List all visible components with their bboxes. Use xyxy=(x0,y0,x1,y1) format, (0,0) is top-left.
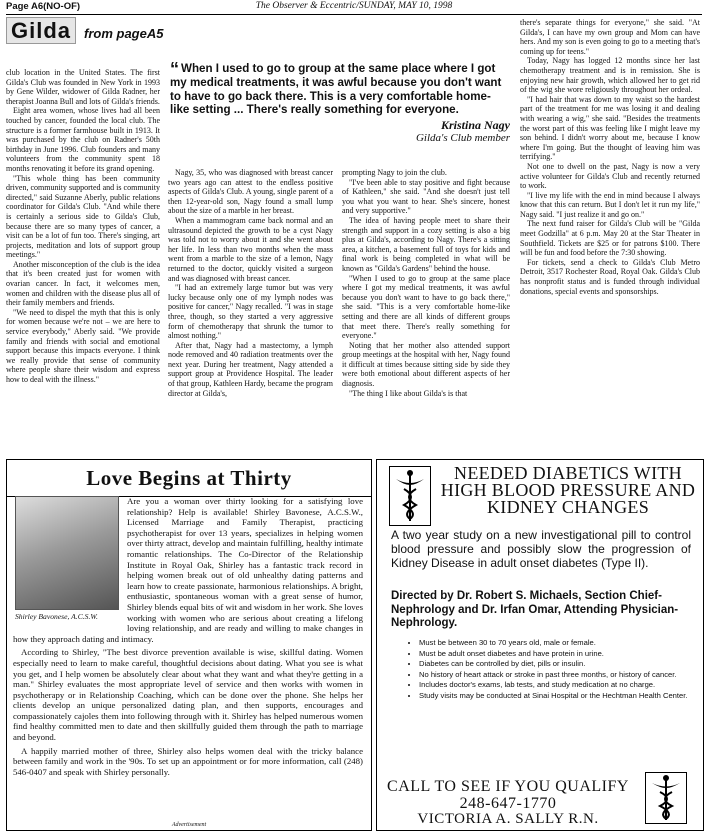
ad-headline: NEEDED DIABETICS WITH HIGH BLOOD PRESSURE AND KIDNEY CHANGES xyxy=(440,463,696,517)
ad-footer: Advertisement xyxy=(171,822,207,828)
paragraph: "I had hair that was down to my waist so the hardest part of the treatment for me was losing it and dealing with wearing a wig," she said. "Besides the treatments the worst part of this was feeling like I might leave my son behind. I didn't worry about me, because I know where I'm going. But the thought of leaving him was terrifying." xyxy=(520,94,700,162)
ad-paragraph: According to Shirley, "The best divorce prevention available is wise, skillful dating. Women especially need to learn to make careful, thoughtful decisions about dating. What you see is what you get, and I help women be absolutely clear about what they want and what they're getting in a man." Shirley evaluates the most appropriate level of service and then works with women in psychotherapy or in Relationship Coaching, which can be done over the phone. She helps her clients develop an unique personalized dating plan, and then supports, encourages and compassionately cajoles them into following through with it. Shirley has helped numerous women find healthy committed men to date and then skillfully guided them through the path to marriage and beyond. xyxy=(13,647,363,743)
kicker-label: Gilda xyxy=(6,17,76,44)
ad-body xyxy=(13,496,363,777)
paragraph: After that, Nagy had a mastectomy, a lymph node removed and 40 radiation treatments over the next year. During her treatment, Nagy attended a support group at Providence Hospital. The leader of that group, Kathleen Hardy, became the program director at Gilda's, xyxy=(168,340,333,398)
pull-quote-text: When I used to go to group at the same place where I got my medical treatments, it was awful because you don't want to have to go back there. This is a very comfortable home-like setting ... There's really something for everyone. xyxy=(170,62,502,117)
list-item: • Includes doctor's exams, lab tests, and study medication at no charge. xyxy=(419,680,689,690)
list-item: • Diabetes can be controlled by diet, pills or insulin. xyxy=(419,659,689,669)
ad-phone: 248-647-1770 xyxy=(459,795,557,812)
paragraph: "I had an extremely large tumor but was very lucky because only one of my lymph nodes was positive for cancer," Nagy recalled. "I was in stage three, though, so they started a very aggressive form of chemotherapy that shrunk the tumor to almost nothing." xyxy=(168,283,333,341)
masthead: The Observer & Eccentric/SUNDAY, MAY 10, 1998 xyxy=(255,1,453,11)
paragraph: "The thing I like about Gilda's is that xyxy=(349,388,468,398)
ad-diabetics xyxy=(376,459,704,831)
paragraph: "This whole thing has been community driven, community supported and is community directed," said Suzanne Aberly, public relations coordinator for Gilda's Club. "And while there is certainly a serious side to Gilda's Club, because there are so many types of cancer, a visit can be a lot of fun too. There's singing, art projects, meditation and lots of support group meetings." xyxy=(6,173,160,260)
paragraph: Eight area women, whose lives had all been touched by cancer, founded the local club. The structure is a former farmhouse built in 1913. It was purchased by the club on Radner's 50th birthday in June 1996. Club founders and many volunteers from the community spent 18 months renovating it before its grand opening. xyxy=(6,106,160,173)
pull-quote xyxy=(170,59,510,144)
quote-mark-icon: “ xyxy=(170,59,179,79)
paragraph: Not one to dwell on the past, Nagy is now a very active volunteer for Gilda's Club and recently returned to work. xyxy=(520,161,700,191)
eligibility-list xyxy=(407,638,689,701)
list-item: • Study visits may be conducted at Sinai Hospital or the Hechtman Health Center. xyxy=(419,691,689,701)
paragraph: For tickets, send a check to Gilda's Club Metro Detroit, 3517 Rochester Road, Royal Oak. Gilda's Club has nonprofit status and is funded through individual donations, special events and sponsorships. xyxy=(520,257,700,296)
paragraph: The next fund raiser for Gilda's Club will be "Gilda meet Godzilla" at 6 p.m. May 20 at the Star Theater in Southfield. Tickets are $25 or for patrons $100. There will be fun and food before the 7:30 showing. xyxy=(520,219,700,258)
paragraph: prompting Nagy to join the club. xyxy=(342,168,447,177)
paragraph: "I've been able to stay positive and fight because of Kathleen," she said. "And she doesn't just tell you what you want to hear. She's sincere, honest and very supportive." xyxy=(342,177,510,216)
paragraph: Nagy, 35, who was diagnosed with breast cancer two years ago can attest to the endless positive aspects of Gilda's Club. A young, single parent of a then 12-year-old son, Nagy found a small lump about the size of a marble in her breast. xyxy=(168,168,333,216)
ad-directors: Directed by Dr. Robert S. Michaels, Section Chief-Nephrology and Dr. Irfan Omar, Attending Physician-Nephrology. xyxy=(391,590,679,629)
paragraph: Today, Nagy has logged 12 months since her last chemotherapy treatment and is in remission. She is enjoying new hair growth, which allowed her to get rid of the wig she wore religiously throughout her ordeal. xyxy=(520,56,700,95)
pull-quote-name: Kristina Nagy xyxy=(440,117,510,132)
page-number: Page A6(NO-OF) xyxy=(6,1,81,12)
paragraph: there's separate things for everyone," she said. "At Gilda's, I can have my own group and Mom can have hers. And my son is even going to go to a meeting that's coming up for teens." xyxy=(520,18,700,56)
ad-cta: CALL TO SEE IF YOU QUALIFY xyxy=(387,778,629,795)
paragraph: "We need to dispel the myth that this is only for women because we're not – we are here to service everybody," Aberly said. "We provide family and friends with social and emotional support because this impacts everyone. I think we really provide that sense of community where people share their wisdom and express how to deal with the illness." xyxy=(6,307,160,384)
photo-caption: Shirley Bavonese, A.C.S.W. xyxy=(15,612,98,621)
list-item: • No history of heart attack or stroke in past three months, or history of cancer. xyxy=(419,670,689,680)
article-column-1 xyxy=(6,68,160,456)
pull-quote-role: Gilda's Club member xyxy=(415,131,510,144)
ad-title: Love Begins at Thirty xyxy=(86,466,292,490)
article-column-3 xyxy=(342,168,510,456)
paragraph: Noting that her mother also attended support group meetings at the hospital with her, Nagy found it difficult at times because sitting side by side they were both emotional about different aspects of her diagnosis. xyxy=(342,340,510,389)
caduceus-icon xyxy=(389,466,431,526)
ad-paragraph: A happily married mother of three, Shirley also helps women deal with the tricky balance between family and work in the '90s. To set up an appointment or for more information, call (248) 546-0407 and speak with Shirley personally. xyxy=(13,745,363,777)
list-item: • Must be between 30 to 70 years old, male or female. xyxy=(419,638,689,648)
paragraph: When a mammogram came back normal and an ultrasound depicted the growth to be a cyst Nagy was told not to worry about it and she went about her life. In less than two months when the mass went from a marble to the size of a lemon, Nagy returned to the doctor, quickly visited a surgeon and was diagnosed with breast cancer. xyxy=(168,215,333,283)
paragraph: club location in the United States. The first Gilda's Club was founded in New York in 1993 by Gene Wilder, widower of Gilda Radner, her therapist Joanna Bull and lots of Gilda's friends. xyxy=(6,68,160,106)
paragraph: Another misconception of the club is the idea that it's been created just for women with ovarian cancer. In fact, it welcomes men, women and children with the disease plus all of their family members and friends. xyxy=(6,259,160,308)
paragraph: "I live my life with the end in mind because I always know that this can return. But I don't let it run my life," Nagy said. "I just realize it and go on." xyxy=(520,190,700,219)
ad-love-begins xyxy=(6,459,372,831)
ad-study-description: A two year study on a new investigational pill to control blood pressure and possibly slow the progression of Kidney Disease in adult onset diabetes (Type II). xyxy=(391,528,691,570)
ad-contact: VICTORIA A. SALLY R.N. xyxy=(417,811,599,827)
jump-kicker xyxy=(6,18,206,43)
caduceus-icon xyxy=(645,772,687,824)
page-header xyxy=(6,0,702,15)
paragraph: "When I used to go to group at the same place where I got my medical treatments, it was awful because you don't want to have to go back there," she said. "This is a very comfortable home-like setting and there are all kinds of different groups that meet there. There's really something for everyone." xyxy=(342,273,510,341)
article-column-4 xyxy=(520,18,700,456)
kicker-jump: from pageA5 xyxy=(84,26,164,41)
ad-intro: Are you a woman over thirty looking for a satisfying love relationship? Help is available! Shirley Bavonese, A.C.S.W., Licensed Marriage and Family Therapist, practicing psychotherapist for over 13 years, specializes in helping women over thirty attract, develop and maintain fulfilling, healthy intimate romantic relationships. The Co-Director of the Relationship Institute in Royal Oak, Shirley has a fantastic track record in helping women break out of old unhealthy dating patterns and learn how to create passionate, harmonious relationships. A bright, enthusiastic, spontaneous woman with a great sense of humor, Shirley blends equal bits of wit and wisdom in her work. She loves working with women who are serious about creating a lifelong loving relationship, and are ready and willing to make changes in how they approach dating and intimacy. xyxy=(13,496,363,644)
paragraph: The idea of having people meet to share their strength and support in a cozy setting is also a big plus at Gilda's, according to Nagy. There's a sitting area, a kitchen, a basement full of toys for kids and final work is being completed in what will be known as "Gilda's Gardens" behind the house. xyxy=(342,215,510,273)
article-column-2 xyxy=(168,168,333,456)
list-item: • Must be adult onset diabetes and have protein in urine. xyxy=(419,649,689,659)
